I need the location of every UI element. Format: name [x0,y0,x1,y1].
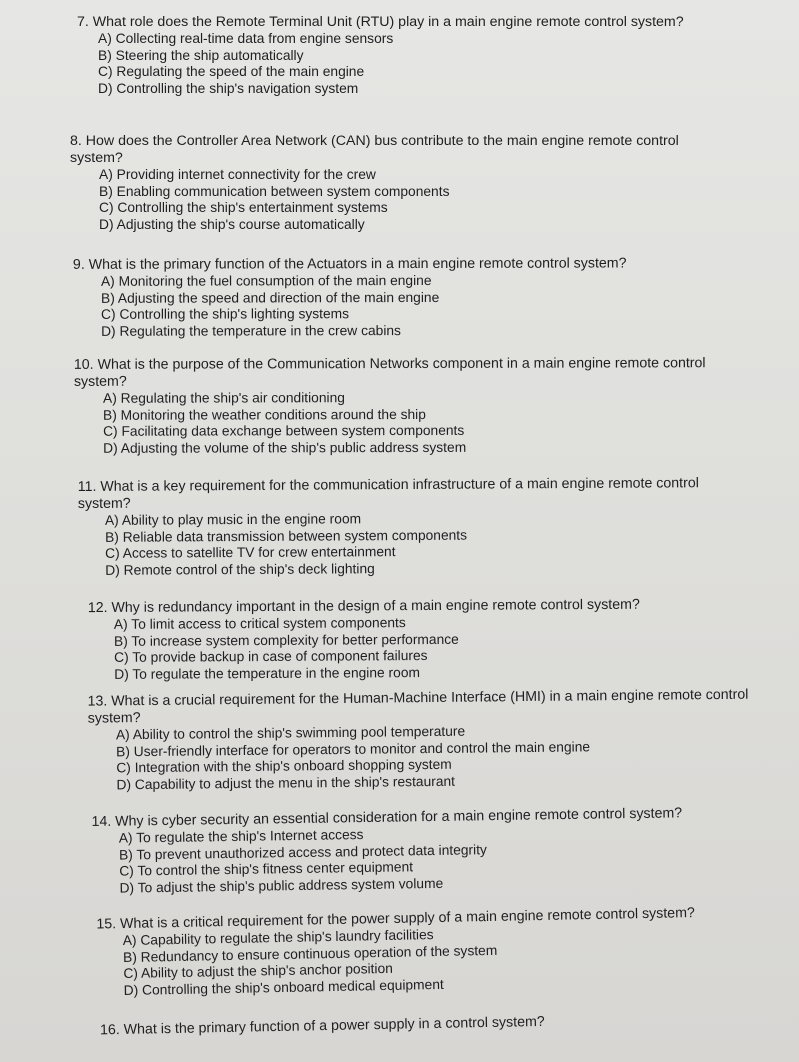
options-list [123,920,778,999]
question-text: 10. What is the purpose of the Communication Networks component in a main engine remote control system? [73,355,706,390]
option-a: A) Ability to control the ship's swimming pool temperature [115,723,466,743]
option-d: D) Controlling the ship's onboard medical equipment [123,976,444,998]
option-b: B) Steering the ship automatically [98,47,304,63]
option-a: A) To limit access to critical system components [113,615,406,632]
question-9 [73,255,763,340]
option-b: B) User-friendly interface for operators to monitor and control the main engine [116,738,591,759]
options-list [99,167,735,233]
option-c: C) Facilitating data exchange between system components [103,423,465,439]
option-b: B) To increase system complexity for better performance [113,631,459,649]
option-a: A) Monitoring the fuel consumption of the main engine [100,272,432,289]
option-d: D) Adjusting the ship's course automatically [99,216,365,232]
question-14 [91,804,772,897]
option-b: B) Redundancy to ensure continuous operation of the system [122,942,498,965]
options-list [116,720,779,793]
option-a: A) Ability to play music in the engine room [104,511,362,528]
question-text: 8. How does the Controller Area Network (CAN) bus contribute to the main engine remote control system? [70,133,679,166]
option-c: C) Access to satellite TV for crew entertainment [105,544,396,562]
option-d: D) To regulate the temperature in the engine room [114,664,421,682]
option-d: D) Adjusting the volume of the ship's public address system [103,439,467,456]
option-a: A) To regulate the ship's Internet access [118,827,364,846]
question-8 [70,133,735,233]
question-text: 13. What is a crucial requirement for the Human-Machine Interface (HMI) in a main engine remote control system? [87,686,749,727]
option-a: A) Regulating the ship's air conditioning [102,390,345,406]
option-d: D) Remote control of the ship's deck lighting [105,560,375,578]
options-list [98,31,757,97]
option-a: A) Providing internet connectivity for the crew [99,167,376,182]
question-text: 12. Why is redundancy important in the design of a main engine remote control system? [87,596,640,617]
option-b: B) Enabling communication between system components [99,183,450,199]
options-list [103,389,744,457]
question-16 [100,1012,660,1040]
option-d: D) Capability to adjust the menu in the ship's restaurant [116,773,456,793]
options-list [105,509,738,579]
option-c: C) To control the ship's fitness center equipment [119,859,414,879]
question-10 [74,355,744,457]
question-text: 15. What is a critical requirement for the power supply of a main engine remote control system? [96,905,695,933]
option-c: C) Ability to adjust the ship's anchor position [123,961,393,982]
option-a: A) Collecting real-time data from engine sensors [98,31,394,46]
question-15 [96,903,777,999]
option-b: B) To prevent unauthorized access and protect data integrity [118,841,487,863]
option-b: B) Monitoring the weather conditions around the ship [103,406,426,423]
question-11 [78,475,739,579]
options-list [119,821,773,897]
question-12 [88,596,768,684]
option-a: A) Capability to regulate the ship's laundry facilities [122,927,434,949]
question-7 [77,14,757,97]
options-list [101,272,763,340]
question-text: 11. What is a key requirement for the communication infrastructure of a main engine remote control system? [77,475,699,513]
question-text: 9. What is the primary function of the Actuators in a main engine remote control system? [72,255,627,273]
question-text: 16. What is the primary function of a power supply in a control system? [99,1013,545,1039]
question-text: 7. What role does the Remote Terminal Unit (RTU) play in a main engine remote control system? [77,14,684,30]
question-13 [87,686,778,794]
option-d: D) Controlling the ship's navigation system [98,80,359,96]
option-c: C) Controlling the ship's lighting systems [101,306,350,323]
option-c: C) Controlling the ship's entertainment systems [99,200,388,216]
options-list [114,613,768,683]
option-c: C) To provide backup in case of component failures [114,648,428,666]
question-text: 14. Why is cyber security an essential consideration for a main engine remote control system? [91,805,683,831]
option-c: C) Integration with the ship's onboard shopping system [116,756,452,776]
option-d: D) To adjust the ship's public address system volume [119,875,444,896]
option-d: D) Regulating the temperature in the crew cabins [101,322,401,339]
option-b: B) Adjusting the speed and direction of the main engine [100,289,440,306]
option-c: C) Regulating the speed of the main engine [98,64,365,80]
option-b: B) Reliable data transmission between system components [105,527,468,545]
